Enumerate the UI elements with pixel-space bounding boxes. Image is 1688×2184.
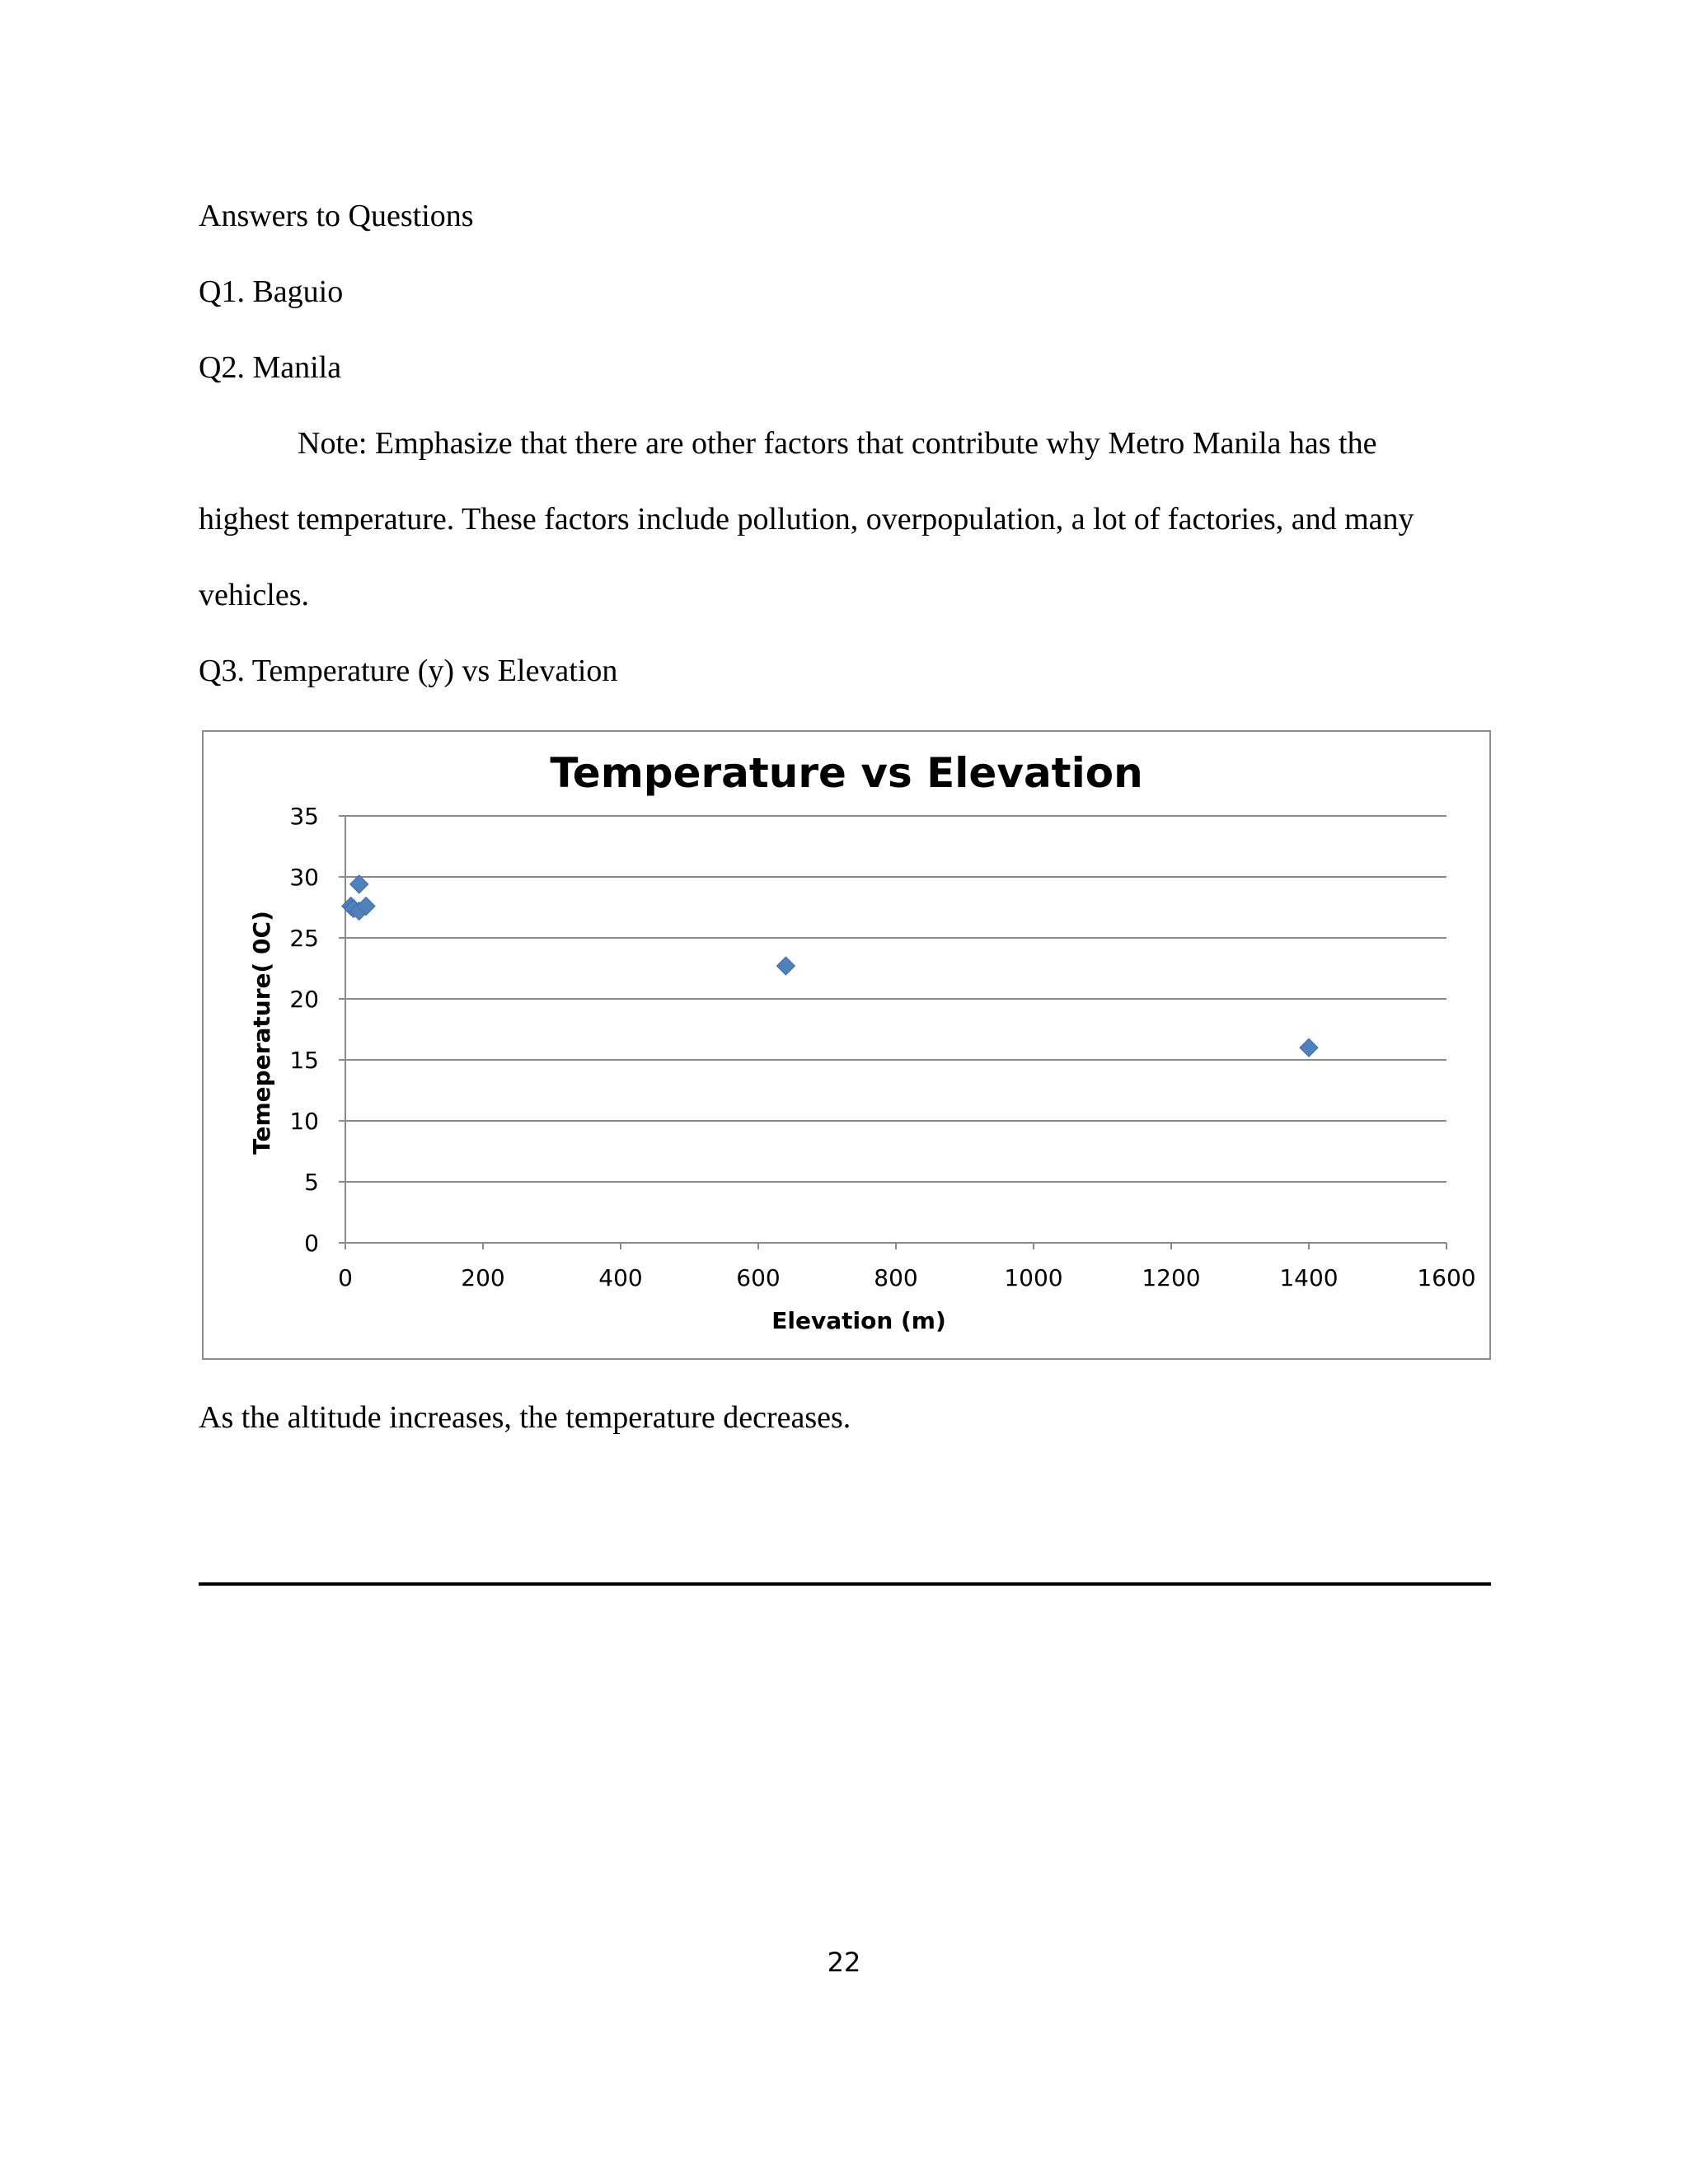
x-tick-label-1000: 1000	[1004, 1264, 1063, 1291]
x-tick-label-1600: 1600	[1417, 1264, 1476, 1291]
y-tick-labels	[289, 803, 319, 1257]
x-tick-label-600: 600	[736, 1264, 781, 1291]
note-line-3: vehicles.	[199, 578, 310, 612]
page-number: 22	[827, 1947, 861, 1978]
section-heading: Answers to Questions	[199, 199, 474, 233]
axes	[345, 816, 1447, 1249]
y-tick-label-20: 20	[289, 986, 319, 1013]
x-tick-labels	[338, 1264, 1476, 1291]
answer-q1: Q1. Baguio	[199, 274, 344, 309]
y-tick-label-15: 15	[289, 1047, 319, 1074]
data-point-6	[776, 957, 795, 975]
answer-q3: Q3. Temperature (y) vs Elevation	[199, 654, 618, 688]
y-tick-label-0: 0	[304, 1230, 319, 1257]
data-point-7	[1300, 1038, 1318, 1057]
answer-q2: Q2. Manila	[199, 350, 342, 385]
y-tick-label-30: 30	[289, 864, 319, 891]
y-tick-label-25: 25	[289, 925, 319, 952]
conclusion-text: As the altitude increases, the temperature decreases.	[199, 1400, 851, 1435]
scatter-chart	[204, 732, 1489, 1358]
x-tick-label-200: 200	[461, 1264, 505, 1291]
y-axis-label: Temeperature( 0C)	[248, 911, 275, 1155]
x-tick-label-800: 800	[874, 1264, 918, 1291]
chart-frame	[202, 730, 1491, 1360]
y-tick-label-5: 5	[304, 1169, 319, 1196]
x-tick-label-400: 400	[598, 1264, 643, 1291]
note-line-2: highest temperature. These factors include pollution, overpopulation, a lot of factories, and many	[199, 502, 1414, 537]
y-tick-label-35: 35	[289, 803, 319, 830]
horizontal-rule	[199, 1582, 1491, 1586]
y-tick-label-10: 10	[289, 1108, 319, 1135]
x-tick-label-1200: 1200	[1142, 1264, 1201, 1291]
chart-title: Temperature vs Elevation	[550, 749, 1143, 797]
x-tick-label-0: 0	[338, 1264, 353, 1291]
data-point-3	[350, 875, 368, 893]
grid-lines	[339, 816, 1447, 1243]
x-axis-label: Elevation (m)	[771, 1307, 946, 1334]
data-points	[342, 875, 1318, 1057]
x-tick-label-1400: 1400	[1279, 1264, 1339, 1291]
note-line-1: Note: Emphasize that there are other factors that contribute why Metro Manila has the	[298, 426, 1377, 461]
